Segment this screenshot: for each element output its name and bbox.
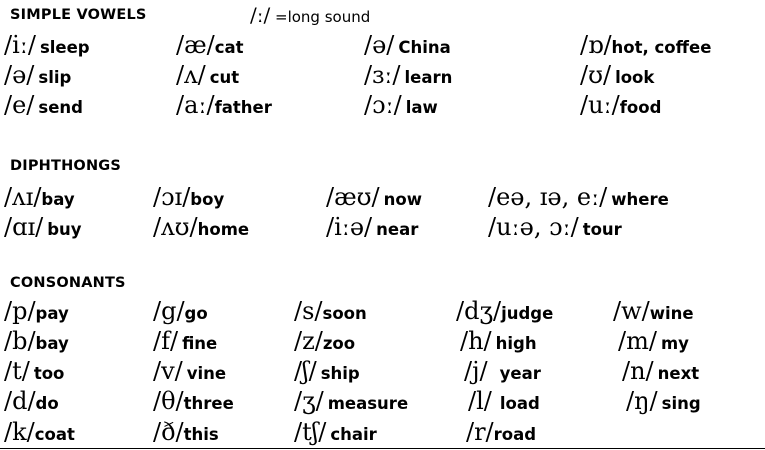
vowel-entry (176, 33, 244, 57)
ipa-symbol: /aː/ (176, 91, 215, 119)
ipa-symbol: /æ/ (176, 31, 215, 59)
consonant-entry (613, 299, 694, 323)
consonant-entry (153, 329, 217, 353)
consonant-entry (460, 329, 537, 353)
long-mark-symbol: /ː/ (250, 3, 271, 27)
ipa-symbol: /n/ (622, 357, 654, 385)
diphthong-entry (326, 215, 418, 239)
example-word: cut (209, 68, 240, 87)
consonant-entry (466, 420, 536, 444)
example-word: send (38, 98, 83, 117)
vowel-entry (364, 33, 451, 57)
diphthong-entry (4, 185, 75, 209)
example-word: food (619, 98, 662, 117)
example-word: three (183, 394, 234, 413)
ipa-symbol: /v/ (153, 357, 183, 385)
ipa-symbol: /w/ (613, 297, 650, 325)
example-word: fine (182, 334, 218, 353)
ipa-symbol: /tʃ/ (294, 418, 327, 446)
example-word: zoo (322, 334, 356, 353)
example-word: sleep (39, 38, 90, 57)
vowel-entry (364, 93, 438, 117)
ipa-symbol: /b/ (4, 327, 36, 355)
consonant-entry (4, 359, 64, 383)
ipa-symbol: /ɔː/ (364, 91, 402, 119)
example-word: coat (34, 425, 75, 444)
ipa-symbol: /t/ (4, 357, 30, 385)
consonant-entry (153, 389, 234, 413)
vowel-entry (176, 63, 239, 87)
long-sound-note (250, 3, 370, 27)
ipa-symbol: /ɔɪ/ (153, 183, 191, 211)
vowel-entry (4, 93, 83, 117)
consonant-entry (294, 299, 367, 323)
example-word: law (405, 98, 438, 117)
vowel-entry (580, 93, 661, 117)
example-word: high (495, 334, 537, 353)
ipa-symbol: /p/ (4, 297, 36, 325)
consonant-entry (294, 420, 377, 444)
consonant-entry (456, 299, 553, 323)
consonants-heading: CONSONANTS (10, 275, 126, 291)
bottom-divider (0, 448, 765, 449)
ipa-symbol: /h/ (460, 327, 492, 355)
vowel-entry (580, 63, 654, 87)
ipa-symbol: /uː/ (580, 91, 620, 119)
diphthong-entry (153, 185, 224, 209)
vowel-entry (176, 93, 272, 117)
consonant-entry (4, 389, 59, 413)
ipa-symbol: /z/ (294, 327, 323, 355)
example-word: hot, coffee (611, 38, 712, 57)
example-word: vine (186, 364, 227, 383)
ipa-symbol: /e/ (4, 91, 35, 119)
ipa-symbol: /ɒ/ (580, 31, 612, 59)
example-word: soon (322, 304, 367, 323)
ipa-symbol: /g/ (153, 297, 185, 325)
ipa-symbol: /l/ (468, 387, 492, 415)
ipa-symbol: /ʃ/ (294, 357, 317, 385)
ipa-symbol: /ɜː/ (364, 61, 401, 89)
example-word: measure (327, 394, 409, 413)
ipa-symbol: /iːə/ (326, 213, 373, 241)
ipa-symbol: /ʌʊ/ (153, 213, 198, 241)
consonant-entry (626, 389, 701, 413)
example-word: boy (190, 190, 225, 209)
consonant-entry (153, 299, 208, 323)
example-word: buy (47, 220, 82, 239)
ipa-symbol: /ə/ (364, 31, 395, 59)
diphthong-entry (326, 185, 422, 209)
ipa-symbol: /k/ (4, 418, 35, 446)
ipa-symbol: /æʊ/ (326, 183, 380, 211)
example-word: go (184, 304, 208, 323)
vowel-entry (580, 33, 711, 57)
ipa-symbol: /j/ (464, 357, 488, 385)
consonant-entry (4, 420, 75, 444)
example-word: home (197, 220, 250, 239)
example-word: near (376, 220, 419, 239)
example-word: road (493, 425, 537, 444)
example-word: this (183, 425, 219, 444)
example-word: do (35, 394, 59, 413)
diphthong-entry (488, 215, 622, 239)
diphthong-entry (4, 215, 82, 239)
ipa-symbol: /ŋ/ (626, 387, 658, 415)
vowel-entry (4, 33, 90, 57)
diphthong-entry (488, 185, 669, 209)
consonant-entry (4, 329, 69, 353)
consonant-entry (294, 359, 360, 383)
example-word: tour (582, 220, 622, 239)
consonant-entry (4, 299, 69, 323)
ipa-symbol: /iː/ (4, 31, 36, 59)
example-word: ship (320, 364, 360, 383)
example-word: next (657, 364, 700, 383)
example-word: too (33, 364, 65, 383)
consonant-entry (153, 359, 226, 383)
example-word: load (499, 394, 540, 413)
consonant-entry (622, 359, 699, 383)
consonant-entry (153, 420, 219, 444)
example-word: China (398, 38, 451, 57)
long-sound-text: =long sound (275, 8, 371, 26)
diphthong-entry (153, 215, 249, 239)
example-word: now (383, 190, 422, 209)
example-word: chair (330, 425, 377, 444)
example-word: look (615, 68, 655, 87)
example-word: year (499, 364, 541, 383)
ipa-symbol: /ɑɪ/ (4, 213, 44, 241)
example-word: learn (404, 68, 453, 87)
example-word: cat (214, 38, 244, 57)
ipa-symbol: /ʌɪ/ (4, 183, 42, 211)
consonant-entry (468, 389, 540, 413)
ipa-symbol: /f/ (153, 327, 179, 355)
example-word: slip (38, 68, 72, 87)
ipa-symbol: /ð/ (153, 418, 184, 446)
example-word: bay (41, 190, 75, 209)
example-word: father (214, 98, 272, 117)
example-word: bay (35, 334, 69, 353)
example-word: wine (649, 304, 694, 323)
ipa-symbol: /dʒ/ (456, 297, 502, 325)
consonant-entry (294, 389, 408, 413)
example-word: sing (661, 394, 701, 413)
ipa-symbol: /θ/ (153, 387, 184, 415)
example-word: my (660, 334, 689, 353)
consonant-entry (618, 329, 689, 353)
example-word: pay (35, 304, 69, 323)
ipa-symbol: /ʒ/ (294, 387, 324, 415)
example-word: judge (501, 304, 554, 323)
vowel-entry (4, 63, 71, 87)
consonant-entry (464, 359, 541, 383)
ipa-symbol: /s/ (294, 297, 323, 325)
consonant-entry (294, 329, 355, 353)
ipa-symbol: /d/ (4, 387, 36, 415)
ipa-symbol: /eə, ɪə, eː/ (488, 183, 608, 211)
ipa-symbol: /uːə, ɔː/ (488, 213, 579, 241)
simple-vowels-heading: SIMPLE VOWELS (10, 7, 147, 23)
ipa-symbol: /ə/ (4, 61, 35, 89)
ipa-symbol: /ʌ/ (176, 61, 206, 89)
diphthongs-heading: DIPHTHONGS (10, 158, 122, 174)
ipa-symbol: /m/ (618, 327, 657, 355)
vowel-entry (364, 63, 452, 87)
example-word: where (611, 190, 669, 209)
ipa-symbol: /ʊ/ (580, 61, 612, 89)
ipa-symbol: /r/ (466, 418, 494, 446)
